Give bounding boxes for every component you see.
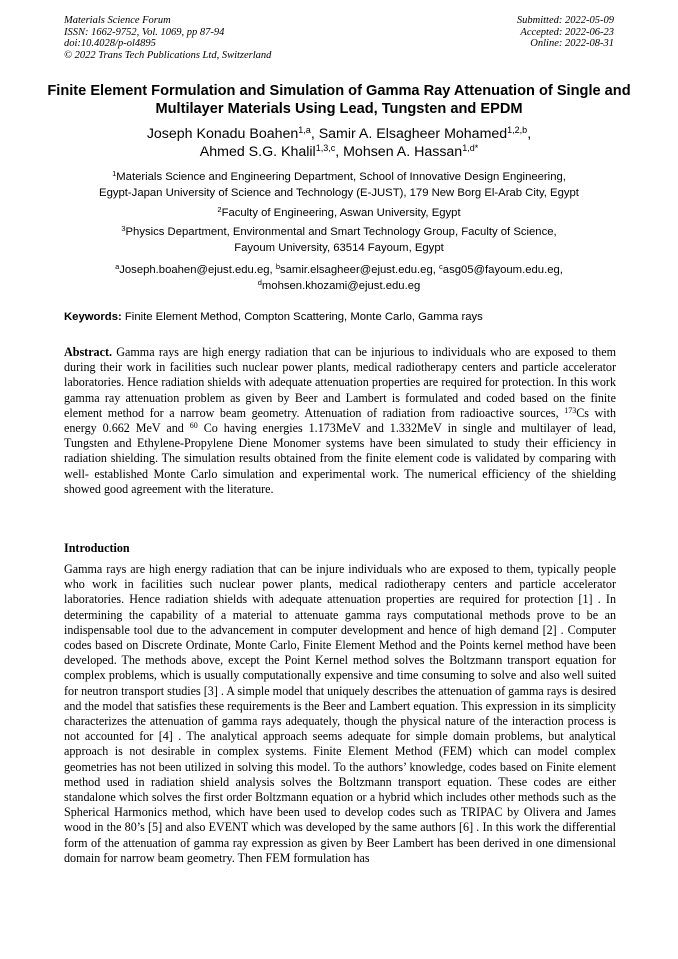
journal-name: Materials Science Forum <box>64 15 171 26</box>
author-name: Mohsen A. Hassan <box>343 144 463 160</box>
introduction-text: Gamma rays are high energy radiation that can be injure individuals who are exposed to them, typically people who work in facilities such nuclear power plants, medical radiotherapy centers and particle accelerator laboratories. Hence radiation shields with adequate attenuation properties are required for protection [1] . In determining the capability of a material to attenuate gamma rays computational methods prove to be an indispensable tool due to the advancement in computer development and hence of high demand [2] . Computer codes based on Discrete Ordinate, Monte Carlo, Finite Element Method and the Points kernel method have been developed. The methods above, except the Point Kernel method solves the Boltzmann transport equation for complex problems, which is usually computationally expensive and time consuming to solve and also well suited for neutron transport studies [3] . A simple model that uniquely describes the attenuation of gamma rays is desired and the model that satisfies these requirements is the Beer and Lambert equation. This expression in its simplicity characterizes the attenuation of gamma rays adequately, though the physical nature of the interaction process is not accounted for [4] . The analytical approach seems adequate for simple domain problems, but analytical approach is not desirable in complex systems. Finite Element Method (FEM) which can model complex geometries has not been utilized in solving this model. To the authors’ knowledge, codes based on Finite element method used in radiation shield analysis solves the Boltzmann transport equation. These codes are either standalone which solves the first order Boltzmann equation or a hybrid which includes other methods such as the Spherical Harmonics method, which have been used to develop codes such as TRIPAC by Olivera and James wood in the 80’s [5] and also EVENT which was developed by the same authors [6] . In this work the differential form of the attenuation of gamma ray expression as given by Beer Lambert has been derived in one dimensional domain for narrow beam geometry. Then FEM formulation has <box>64 562 616 865</box>
email-link[interactable]: samir.elsagheer@ejust.edu.eg <box>279 264 433 276</box>
abstract: Abstract. Gamma rays are high energy radiation that can be injurious to individuals who are exposed to them during their work in facilities such nuclear power plants, medical radiotherapy centers and particle accelerator laboratories. Hence radiation shields with adequate attenuation properties are required for protection. In this work gamma ray attenuation problem as given by Beer and Lambert is formulated and coded based on the finite element method for a narrow beam geometry. Attenuation of radiation from radioactive sources, $^{173}$Cs with energy 0.662 MeV and $^{60}$ Co having energies 1.173MeV and 1.332MeV in single and multilayer of lead, Tungsten and Ethylene-Propylene Diene Monomer systems have been simulated to study their efficiency in radiation shielding. The simulation results obtained from the finite element code is validated by comparing with well- established Monte Carlo simulation and experimental work. The numerical efficiency of the shielding showed good agreement with the literature. <box>64 345 616 496</box>
accepted-date: Accepted: 2022-06-23 <box>520 26 614 38</box>
keywords <box>64 310 616 324</box>
author-affil-sup: 1,d* <box>462 143 479 153</box>
email-link[interactable]: Joseph.boahen@ejust.edu.eg <box>119 264 270 276</box>
copyright-line: © 2022 Trans Tech Publications Ltd, Switzerland <box>64 49 272 61</box>
keywords-text: Finite Element Method, Compton Scattering, Monte Carlo, Gamma rays <box>121 311 483 323</box>
keywords-label: Keywords: <box>64 311 122 323</box>
journal-header <box>64 15 271 61</box>
paper-title: Finite Element Formulation and Simulation of Gamma Ray Attenuation of Single and Multilayer Materials Using Lead, Tungsten and EPDM <box>47 83 631 117</box>
online-date: Online: 2022-08-31 <box>530 38 614 50</box>
issn-line: ISSN: 1662-9752, Vol. 1069, pp 87-94 <box>64 26 225 38</box>
author-name: Joseph Konadu Boahen <box>146 126 299 142</box>
email-link[interactable]: mohsen.khozami@ejust.edu.eg <box>261 280 421 292</box>
section-heading: Introduction <box>64 541 130 555</box>
email-link[interactable]: asg05@fayoum.edu.eg <box>442 264 560 276</box>
author-name: Ahmed S.G. Khalil <box>199 144 316 160</box>
author-name: Samir A. Elsagheer Mohamed <box>318 126 508 142</box>
author-affil-sup: 1,a <box>298 125 311 135</box>
submitted-date: Submitted: 2022-05-09 <box>516 15 614 26</box>
abstract-label: Abstract. <box>64 345 113 359</box>
author-affil-sup: 1,3,c <box>315 143 336 153</box>
affiliation-1: $^1$Materials Science and Engineering Department, School of Innovative Design Engineering, Egypt-Japan University of Science and Technology (E-JUST), 179 New Borg El-Arab City, Egypt <box>99 169 579 199</box>
author-list: Joseph Konadu Boahen$^{1,a}$, Samir A. Elsagheer Mohamed$^{1,2,b}$, Ahmed S.G. Khalil$^{1,3,c}$, Mohsen A. Hassan$^{1,d*}$ <box>146 125 532 160</box>
author-affil-sup: 1,2,b <box>507 125 528 135</box>
dates-header <box>517 15 614 50</box>
doi-line[interactable]: doi:10.4028/p-ol4895 <box>64 38 156 50</box>
author-emails: $^a$Joseph.boahen@ejust.edu.eg, $^b$samir.elsagheer@ejust.edu.eg, $^c$asg05@fayoum.edu.eg, $^d$mohsen.khozami@ejust.edu.eg <box>115 262 563 292</box>
affiliation-2: $^2$Faculty of Engineering, Aswan University, Egypt <box>217 205 461 219</box>
affiliation-3: $^3$Physics Department, Environmental and Smart Technology Group, Faculty of Science, Fayoum University, 63514 Fayoum, Egypt <box>121 224 557 254</box>
